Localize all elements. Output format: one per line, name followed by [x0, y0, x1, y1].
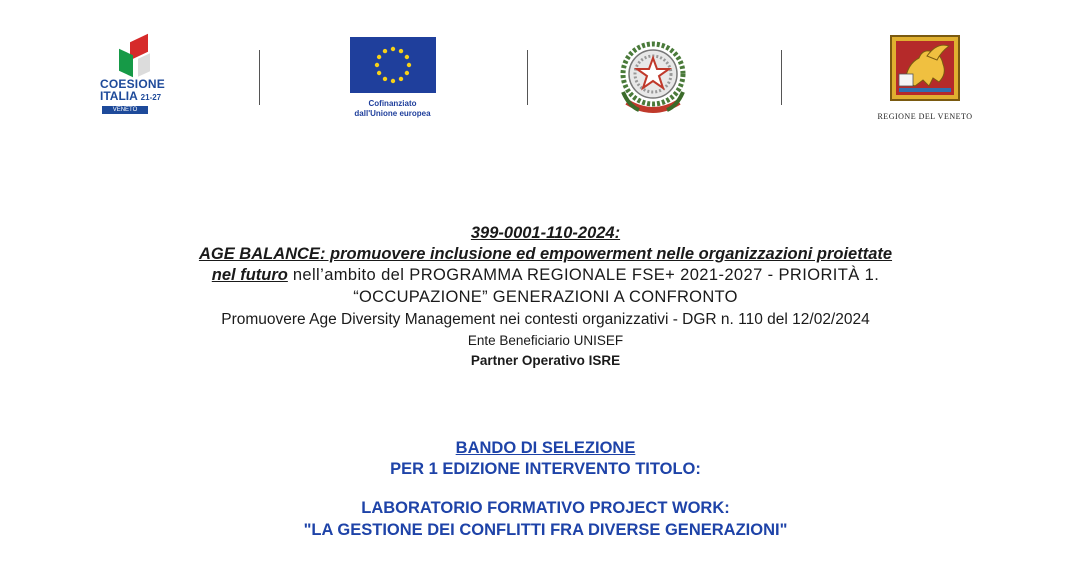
program-text: nell’ambito del PROGRAMMA REGIONALE FSE+ 2021-2027 - PRIORITÀ 1.	[287, 266, 880, 284]
workshop-title: LABORATORIO FORMATIVO PROJECT WORK:	[361, 499, 730, 517]
coesione-region: VENETO	[102, 106, 148, 114]
coesione-years: 21-27	[140, 93, 162, 102]
logo-divider	[781, 50, 782, 105]
regione-veneto-logo	[866, 34, 984, 126]
workshop-subtitle: "LA GESTIONE DEI CONFLITTI FRA DIVERSE GENERAZIONI"	[303, 521, 788, 539]
logo-header	[0, 0, 1091, 135]
lion-of-st-mark-icon	[889, 34, 961, 102]
eu-logo	[330, 37, 455, 127]
program-line	[0, 265, 1091, 286]
veneto-caption: REGIONE DEL VENETO	[877, 112, 973, 121]
dgr-line: Promuovere Age Diversity Management nei contesti organizzativi - DGR n. 110 del 12/02/2024	[221, 311, 870, 328]
logo-divider	[527, 50, 528, 105]
call-subtitle: PER 1 EDIZIONE INTERVENTO TITOLO:	[390, 460, 701, 478]
italian-emblem-icon	[617, 36, 689, 122]
logo-divider	[259, 50, 260, 105]
project-header	[0, 222, 1091, 371]
partner: Partner Operativo ISRE	[470, 353, 621, 368]
project-title-cont: nel futuro	[211, 266, 288, 284]
eu-flag-icon	[350, 37, 436, 93]
project-reference: 399-0001-110-2024:	[470, 224, 621, 242]
program-priority: “OCCUPAZIONE” GENERAZIONI A CONFRONTO	[353, 288, 738, 306]
project-title: AGE BALANCE: promuovere inclusione ed empowerment nelle organizzazioni proiettate	[198, 245, 893, 263]
coesione-line2: ITALIA 21-27	[100, 89, 162, 103]
coesione-mark-icon	[116, 38, 160, 78]
beneficiary: Ente Beneficiario UNISEF	[467, 333, 624, 348]
coesione-line1: COESIONE	[100, 77, 165, 91]
call-title: BANDO DI SELEZIONE	[455, 439, 636, 457]
coesione-italia-logo	[100, 38, 165, 124]
eu-caption: Cofinanziato dall'Unione europea	[354, 99, 431, 118]
